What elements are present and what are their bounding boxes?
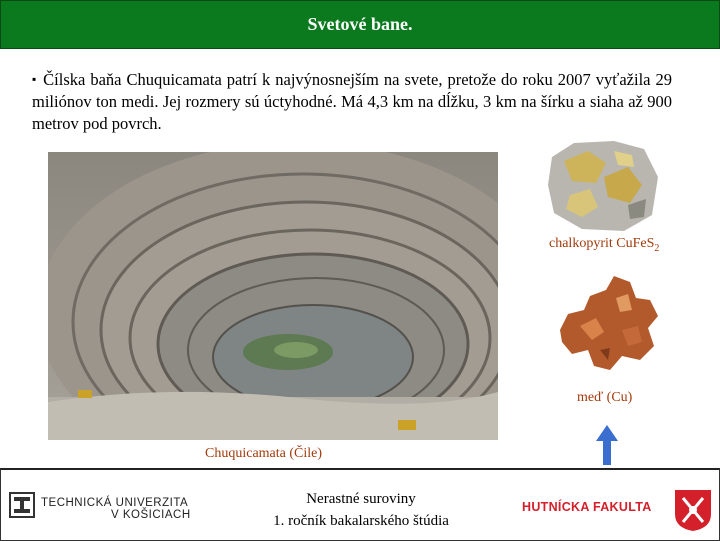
- chalcopyrite-image: [544, 137, 662, 235]
- footer-bar: [0, 468, 720, 541]
- course-info: [241, 488, 481, 532]
- mine-photo: [48, 152, 498, 440]
- course-title: Nerastné suroviny: [306, 491, 416, 507]
- university-name: [41, 497, 191, 521]
- copper-caption: meď (Cu): [577, 390, 633, 405]
- copper-image: [550, 270, 668, 380]
- university-line-1: TECHNICKÁ UNIVERZITA: [41, 497, 189, 509]
- faculty-name: HUTNÍCKA FAKULTA: [522, 500, 652, 514]
- arrow-up-icon: [596, 425, 618, 465]
- chalcopyrite-subscript: 2: [654, 242, 660, 254]
- photo-caption: Chuquicamata (Čile): [205, 446, 323, 461]
- university-logo-icon: [9, 492, 35, 518]
- slide-title: Svetové bane.: [0, 0, 720, 49]
- university-line-2: V KOŠICIACH: [111, 509, 191, 521]
- chalcopyrite-caption: [549, 236, 659, 254]
- chalcopyrite-formula: chalkopyrit CuFeS: [549, 236, 655, 251]
- bullet-icon: ▪: [32, 72, 38, 86]
- course-year: 1. ročník bakalarského štúdia: [273, 513, 449, 529]
- body-paragraph: [32, 68, 672, 135]
- faculty-logo-icon: [673, 488, 713, 532]
- paragraph-text: Čílska baňa Chuquicamata patrí k najvýnosnejším na svete, pretože do roku 2007 vyťažila 29 miliónov ton medi. Jej rozmery sú úctyhodné. Má 4,3 km na dĺžku, 3 km na šírku a siaha až 900 metrov pod povrch.: [32, 70, 672, 133]
